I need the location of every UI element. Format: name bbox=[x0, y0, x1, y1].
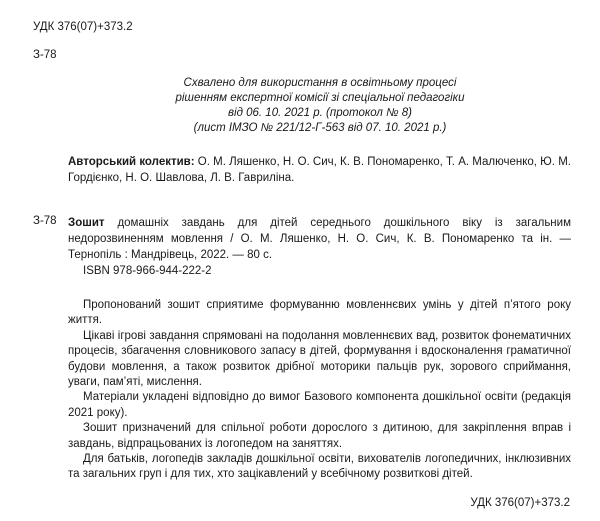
authors-names: О. М. Ляшенко, Н. О. Сич, К. В. Пономаренко, Т. А. Малюченко, Ю. М. Гордієнко, Н. О. Шавлова, Л. В. Гавриліна. bbox=[68, 156, 571, 184]
description-paragraph: Для батьків, логопедів закладів дошкільної освіти, вихователів логопедичних, інклюзивних та загальних груп і для тих, хто зацікавлений у всебічному розвиткові дітей. bbox=[68, 453, 571, 481]
description-paragraph: Зошит призначений для спільної роботи дорослого з дитиною, для закріплення вправ і завдань, відпрацьованих із логопедом на заняттях. bbox=[68, 422, 571, 450]
udk-header: УДК 376(07)+373.2 bbox=[33, 21, 133, 33]
approval-line: Схвалено для використання в освітньому процесі bbox=[183, 77, 457, 89]
approval-line: (лист ІМЗО № 221/12-Г-563 від 07. 10. 2021 р.) bbox=[193, 122, 447, 134]
approval-line: від 06. 10. 2021 р. (протокол № 8) bbox=[228, 107, 412, 119]
bibliography-title-word: Зошит bbox=[68, 217, 105, 229]
udk-footer: УДК 376(07)+373.2 bbox=[470, 497, 570, 509]
description-paragraph: Цікаві ігрові завдання спрямовані на подолання мовленнєвих вад, розвиток фонематичних процесів, збагачення словникового запасу в дітей, формування і вдосконалення граматичної будови мовлення, а також розвиток дрібної моторики пальців рук, зорового сприймання, уваги, пам’яті, мислення. bbox=[68, 329, 571, 389]
description-paragraph: Матеріали укладені відповідно до вимог Базового компонента дошкільної освіти (редакція 2021 року). bbox=[68, 391, 571, 419]
isbn: ISBN 978-966-944-222-2 bbox=[83, 265, 212, 277]
author-code: З-78 bbox=[33, 49, 57, 61]
approval-line: рішенням експертної комісії зі спеціальної педагогіки bbox=[175, 92, 465, 104]
bibliography-code: З-78 bbox=[33, 215, 57, 227]
authors-label: Авторський колектив: bbox=[68, 156, 195, 168]
approval-block bbox=[130, 76, 510, 136]
description-block bbox=[68, 298, 571, 483]
bibliography-text: домашніх завдань для дітей середнього дошкільного віку із загальним недорозвиненням мовлення / О. М. Ляшенко, Н. О. Сич, К. В. Пономаренко та ін. — Тернопіль : Мандрівець, 2022. — 80 с. bbox=[68, 217, 571, 261]
authors-block bbox=[68, 154, 571, 186]
bibliography-entry bbox=[68, 215, 571, 263]
description-paragraph: Пропонований зошит сприятиме формуванню мовленнєвих умінь у дітей п’ятого року життя. bbox=[68, 299, 571, 327]
